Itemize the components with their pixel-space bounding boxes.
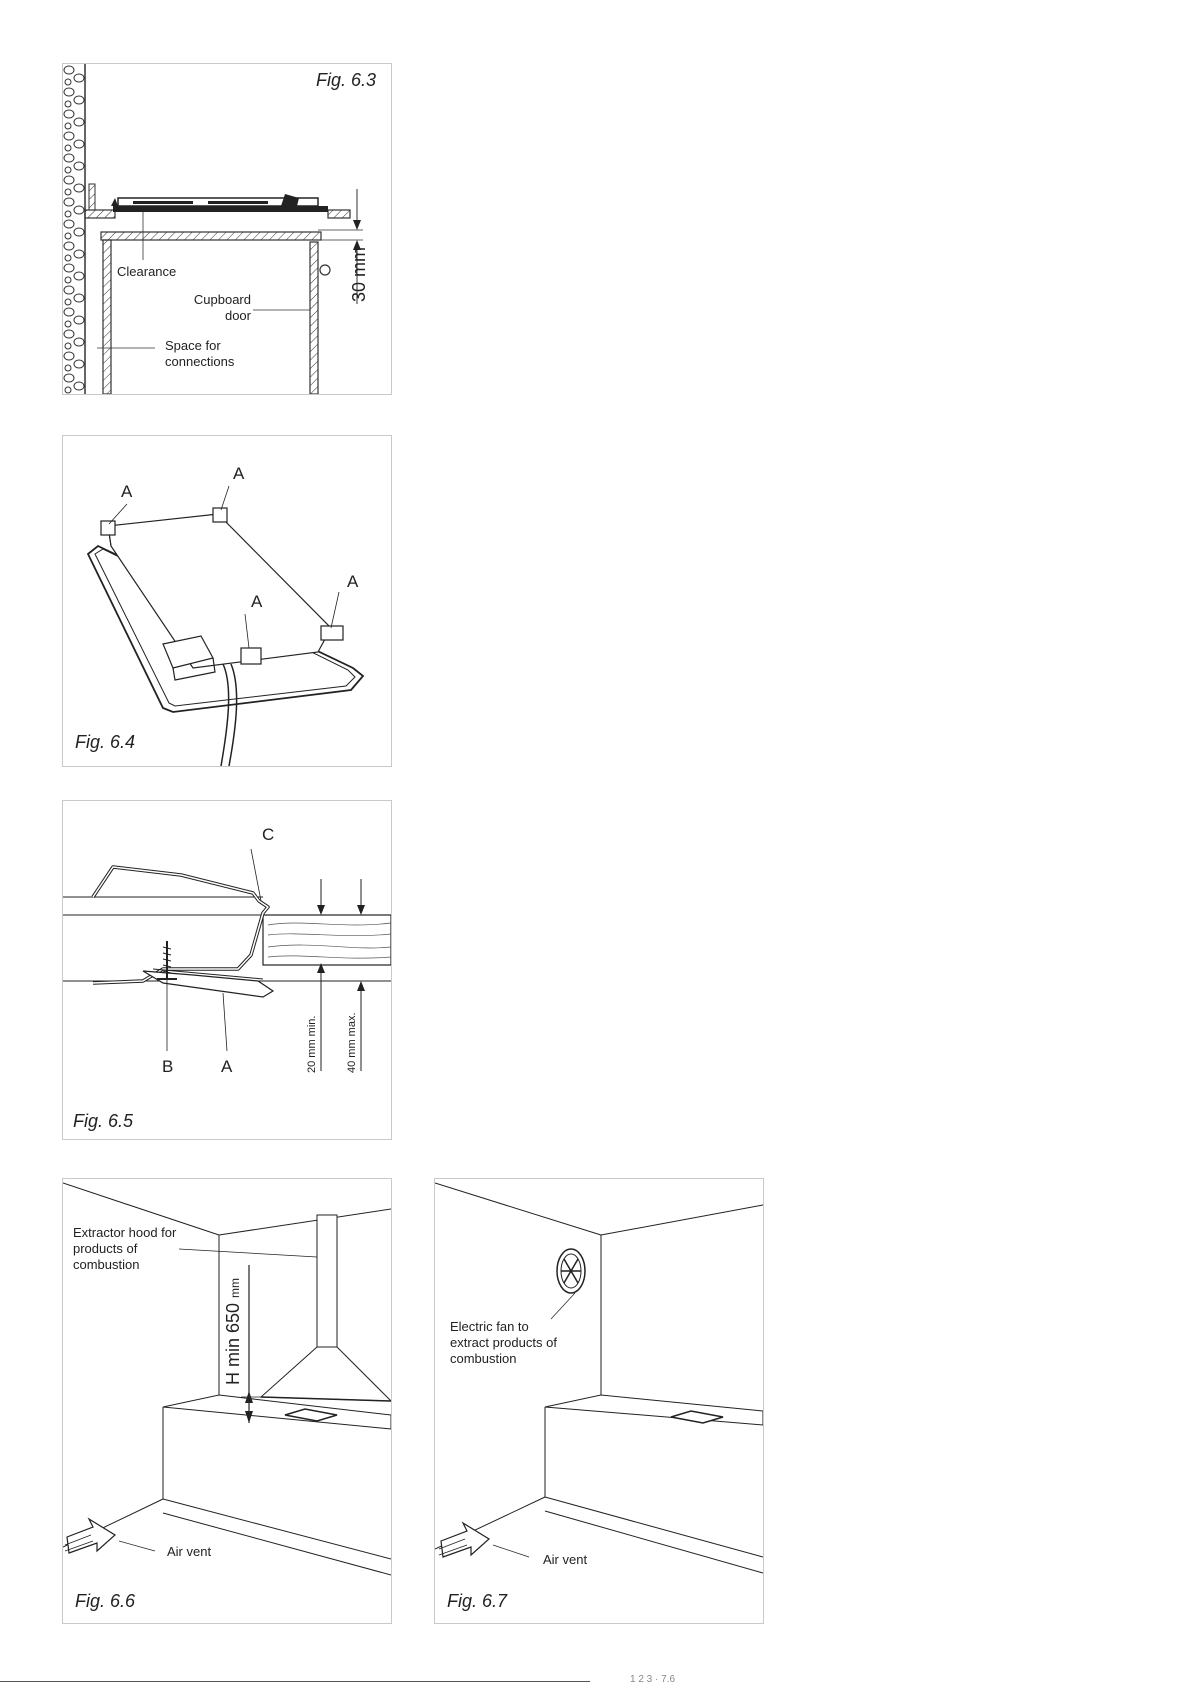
air-vent-label: Air vent [543, 1552, 588, 1567]
dimension-30mm: 30 mm [349, 246, 369, 302]
hob-underside-brackets-drawing [63, 436, 391, 766]
label-b: B [162, 1057, 174, 1076]
height-value: H min 650 [223, 1302, 243, 1385]
bracket-a [143, 971, 273, 997]
bracket-a2 [213, 508, 227, 522]
clearance-label: Clearance [117, 264, 177, 279]
label-a: A [251, 592, 263, 611]
footer-rule [0, 1681, 590, 1682]
footer-text: 1 2 3 · 7.6 [630, 1674, 676, 1685]
door-handle-icon [320, 265, 330, 275]
bracket-a4 [321, 626, 343, 640]
knob-icon [281, 194, 299, 206]
wood-worktop [263, 915, 391, 965]
dimension-h-min-650 [223, 1278, 244, 1385]
figure-6-6 [62, 1178, 392, 1624]
hob-body [113, 206, 328, 212]
figure-6-7 [434, 1178, 764, 1624]
figure-6-4 [62, 435, 392, 767]
hood-chimney [317, 1215, 337, 1347]
figure-caption: Fig. 6.4 [75, 732, 136, 752]
figure-6-3 [62, 63, 392, 395]
label-a: A [221, 1057, 233, 1076]
figure-6-5 [62, 800, 392, 1140]
label-a: A [233, 464, 245, 483]
extractor-hood-label: Extractor hood for products of combustion [73, 1225, 177, 1272]
kitchen-electric-fan-drawing [435, 1179, 763, 1623]
air-vent-label: Air vent [167, 1544, 212, 1559]
bracket-fixing-section-drawing [63, 801, 391, 1139]
extractor-hood [261, 1347, 391, 1401]
space-for-connections-label: Space for connections [165, 338, 235, 369]
height-unit: mm [228, 1277, 242, 1298]
figure-caption: Fig. 6.6 [75, 1591, 136, 1611]
stone-wall [63, 64, 85, 394]
bracket-a1 [101, 521, 115, 535]
electric-fan-label: Electric fan to extract products of combustion [450, 1319, 557, 1366]
cupboard-door-label: Cupboard door [193, 292, 251, 323]
figure-caption: Fig. 6.5 [73, 1111, 134, 1131]
dimension-40mm-max: 40 mm max. [346, 1012, 358, 1073]
label-c: C [262, 825, 275, 844]
figure-caption: Fig. 6.7 [447, 1591, 508, 1611]
figure-caption: Fig. 6.3 [316, 70, 377, 90]
label-a: A [121, 482, 133, 501]
label-a: A [347, 572, 359, 591]
dimension-20mm-min: 20 mm min. [306, 1015, 318, 1073]
bracket-a3 [241, 648, 261, 664]
